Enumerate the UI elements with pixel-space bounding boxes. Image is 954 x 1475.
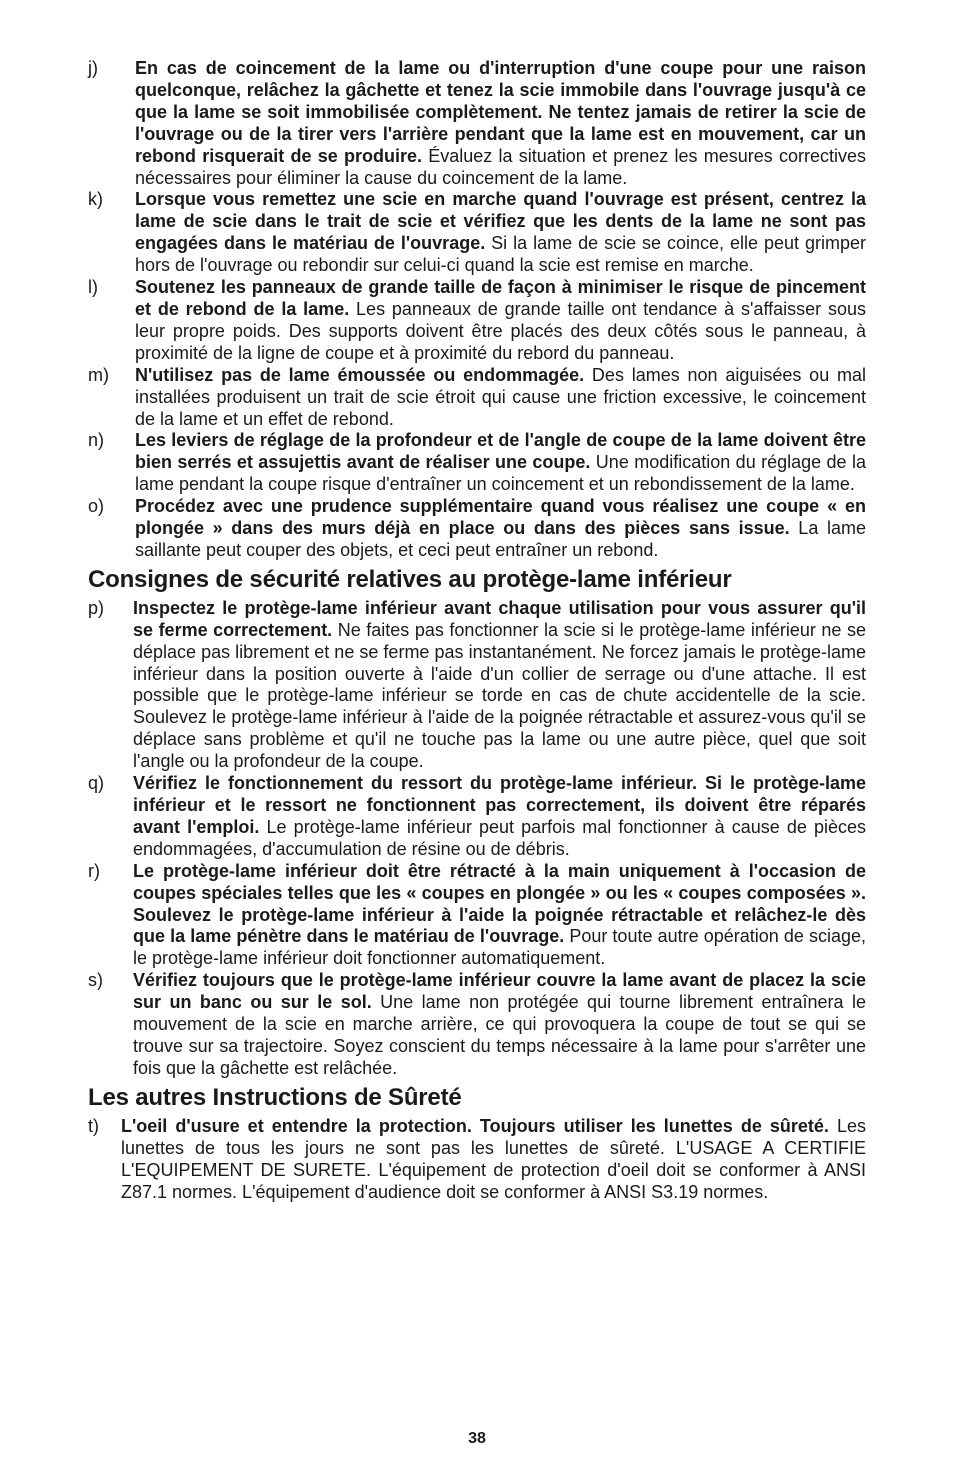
item-body	[121, 1116, 866, 1204]
item-bold-text: Inspectez le protège-lame inférieur avant chaque utilisation pour vous assurer qu'il se ferme correctement.	[133, 597, 866, 640]
safety-item-l	[88, 277, 866, 365]
item-text: Une modification du réglage de la lame pendant la coupe risque d'entraîner un coincement et un rebondissement de la lame.	[135, 452, 866, 495]
item-body	[135, 277, 866, 365]
item-body	[135, 189, 866, 277]
section-heading-lower-guard: Consignes de sécurité relatives au protège-lame inférieur	[88, 565, 732, 593]
item-bold-text: Soutenez les panneaux de grande taille de façon à minimiser le risque de pincement et de rebond de la lame.	[135, 277, 866, 319]
safety-item-t	[88, 1116, 866, 1204]
item-body	[133, 598, 866, 773]
item-letter: n)	[88, 430, 105, 451]
item-body	[135, 430, 866, 496]
item-letter: m)	[88, 364, 109, 385]
section-heading-other-safety: Les autres Instructions de Sûreté	[88, 1083, 462, 1111]
item-letter: r)	[88, 860, 100, 881]
safety-item-o	[88, 496, 866, 562]
safety-item-n	[88, 430, 866, 496]
item-letter: j)	[88, 58, 98, 78]
item-text: Évaluez la situation et prenez les mesures correctives nécessaires pour éliminer la cause du coincement de la lame.	[135, 145, 867, 188]
item-bold-text: Vérifiez le fonctionnement du ressort du protège-lame inférieur. Si le protège-lame inférieur et le ressort ne fonctionnent pas correctement, ils doivent être réparés avant l'emploi.	[133, 773, 866, 837]
item-body	[135, 365, 866, 431]
safety-item-m	[88, 365, 866, 431]
safety-item-s	[88, 970, 866, 1080]
item-bold-text: Les leviers de réglage de la profondeur et de l'angle de coupe de la lame doivent être bien serrés et assujettis avant de réaliser une coupe.	[135, 430, 866, 473]
item-text: Une lame non protégée qui tourne librement entraînera le mouvement de la scie en marche arrière, ce qui provoquera la coupe de tout se qui se trouve sur sa trajectoire. Soyez conscient du temps nécessaire à la lame pour s'arrêter une fois que la gâchette est relâchée.	[133, 992, 866, 1078]
item-body	[135, 496, 866, 562]
item-body	[133, 861, 866, 971]
item-bold-text: Procédez avec une prudence supplémentaire quand vous réalisez une coupe « en plongée » dans des murs déjà en place ou dans des pièces sans issue.	[135, 496, 866, 539]
safety-item-r	[88, 861, 866, 971]
item-text: Si la lame de scie se coince, elle peut grimper hors de l'ouvrage ou rebondir sur celui-ci quand la scie est remise en marche.	[135, 233, 866, 276]
item-letter: t)	[88, 1115, 99, 1136]
item-text: Les lunettes de tous les jours ne sont pas les lunettes de sûreté. L'USAGE A CERTIFIE L'EQUIPEMENT DE SURETE. L'équipement de protection d'oeil doit se conformer à ANSI Z87.1 normes. L'équipement d'audience doit se conformer à ANSI S3.19 normes.	[121, 1115, 866, 1202]
safety-item-p	[88, 598, 866, 773]
item-text: La lame saillante peut couper des objets, et ceci peut entraîner un rebond.	[135, 518, 866, 560]
item-text: Ne faites pas fonctionner la scie si le protège-lame inférieur ne se déplace pas librement et ne se ferme pas instantanément. Ne forcez jamais le protège-lame inférieur dans la position ouverte à l'aide d'un collier de serrage ou d'une attache. Il est possible que le protège-lame inférieur se torde en cas de chute accidentelle de la scie. Soulevez le protège-lame inférieur à l'aide de la poignée rétractable et assurez-vous qu'il se déplace sans problème et qu'il ne touche pas la lame ou une autre pièce, quel que soit l'angle ou la profondeur de la coupe.	[133, 619, 866, 772]
item-bold-text: Vérifiez toujours que le protège-lame inférieur couvre la lame avant de placez la scie sur un banc ou sur le sol.	[133, 970, 866, 1013]
item-text: Des lames non aiguisées ou mal installées produisent un trait de scie étroit qui cause une friction excessive, le coincement de la lame et un effet de rebond.	[135, 364, 866, 429]
item-text: Le protège-lame inférieur peut parfois mal fonctionner à cause de pièces endommagées, d'accumulation de résine ou de débris.	[133, 816, 867, 859]
item-body	[133, 773, 866, 861]
item-letter: o)	[88, 496, 105, 517]
item-bold-text: N'utilisez pas de lame émoussée ou endommagée.	[135, 364, 585, 385]
page-content	[88, 58, 866, 1203]
item-bold-text: En cas de coincement de la lame ou d'interruption d'une coupe pour une raison quelconque, relâchez la gâchette et tenez la scie immobile dans l'ouvrage jusqu'à ce que la lame se soit immobilisée complètement. Ne tentez jamais de retirer la scie de l'ouvrage ou de la tirer vers l'arrière pendant que la lame est en mouvement, car un rebond risquerait de se produire.	[135, 58, 866, 166]
item-letter: q)	[88, 773, 105, 794]
page-number: 38	[468, 1430, 486, 1447]
item-letter: p)	[88, 597, 105, 618]
item-letter: k)	[88, 189, 103, 210]
item-bold-text: L'oeil d'usure et entendre la protection. Toujours utiliser les lunettes de sûreté.	[121, 1115, 829, 1136]
safety-item-j	[88, 58, 866, 189]
item-bold-text: Lorsque vous remettez une scie en marche quand l'ouvrage est présent, centrez la lame de scie dans le trait de scie et vérifiez que les dents de la lame ne sont pas engagées dans le matériau de l'ouvrage.	[135, 189, 866, 254]
item-text: Pour toute autre opération de sciage, le protège-lame inférieur doit fonctionner automatiquement.	[133, 926, 867, 969]
safety-item-q	[88, 773, 866, 861]
item-bold-text: Le protège-lame inférieur doit être rétracté à la main uniquement à l'occasion de coupes spéciales telles que les « coupes en plongée » ou les « coupes composées ». Soulevez le protège-lame inférieur à l'aide la poignée rétractable et relâchez-le dès que la lame pénètre dans le matériau de l'ouvrage.	[133, 860, 866, 947]
item-letter: s)	[88, 970, 103, 991]
item-letter: l)	[88, 277, 98, 298]
item-body	[135, 58, 866, 189]
item-body	[133, 970, 866, 1080]
item-text: Les panneaux de grande taille ont tendance à s'affaisser sous leur propre poids. Des supports doivent être placés des deux côtés sous le panneau, à proximité de la ligne de coupe et à proximité du rebord du panneau.	[135, 298, 866, 363]
safety-item-k	[88, 189, 866, 277]
